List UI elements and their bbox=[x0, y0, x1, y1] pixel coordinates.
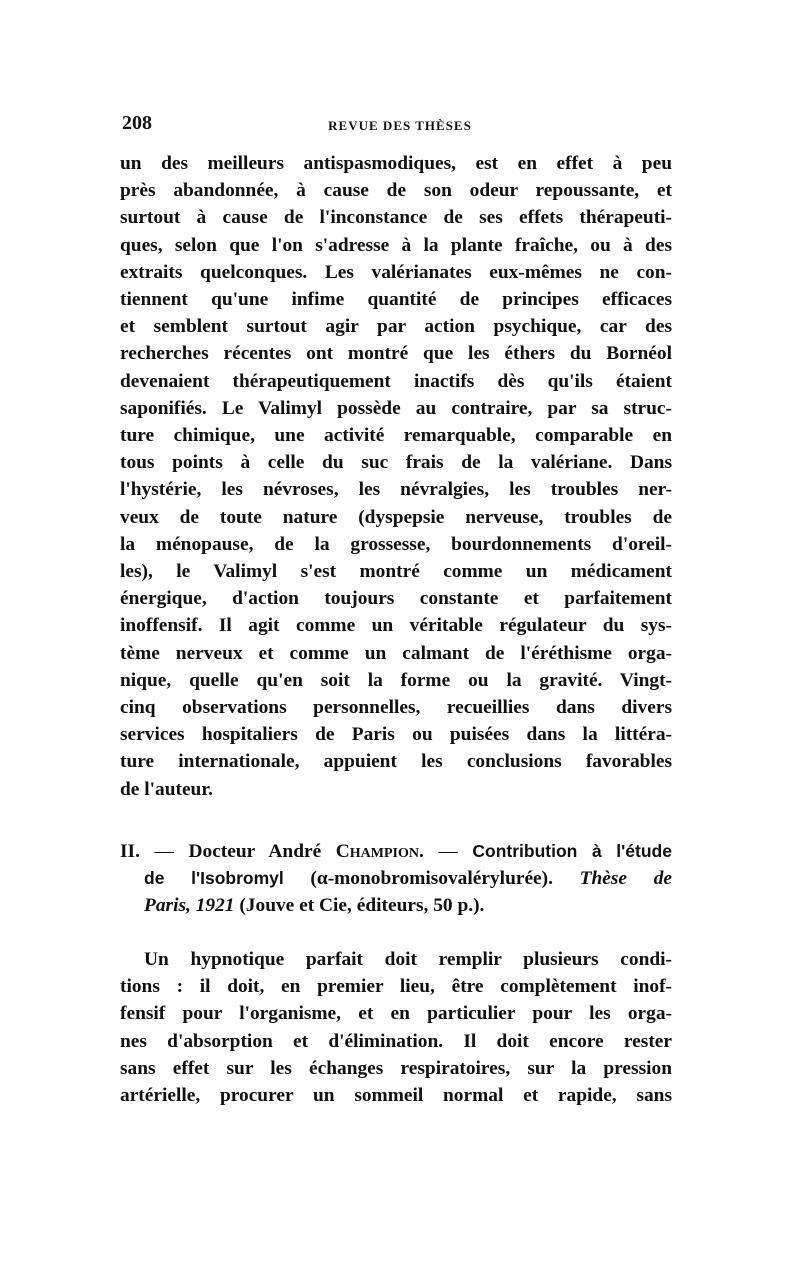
author-first-name: Docteur André bbox=[188, 841, 336, 862]
entry-dash: — bbox=[423, 841, 473, 862]
text-line: tème nerveux et comme un calmant de l'éréthisme orga- bbox=[120, 642, 672, 664]
thesis-title: de l'Isobromyl bbox=[144, 868, 284, 889]
text-line: saponifiés. Le Valimyl possède au contraire, par sa struc- bbox=[120, 397, 672, 419]
text-line: de l'auteur. bbox=[120, 778, 214, 800]
text-line: fensif pour l'organisme, et en particulier pour les orga- bbox=[120, 1003, 672, 1025]
entry-line bbox=[120, 838, 672, 865]
text-line: nique, quelle qu'en soit la forme ou la gravité. Vingt- bbox=[120, 669, 672, 691]
text-line: tous points à celle du suc frais de la valériane. Dans bbox=[120, 452, 672, 474]
entry-line bbox=[120, 865, 672, 892]
text-line: surtout à cause de l'inconstance de ses effets thérapeuti- bbox=[120, 207, 672, 229]
page-header bbox=[120, 112, 680, 142]
text-line: cinq observations personnelles, recueillies dans divers bbox=[120, 697, 672, 719]
thesis-subtitle: (α-monobromisovalérylurée). bbox=[283, 868, 580, 890]
text-line: recherches récentes ont montré que les éthers du Bornéol bbox=[120, 343, 672, 365]
text-line: devenaient thérapeutiquement inactifs dès qu'ils étaient bbox=[120, 370, 672, 392]
text-line: près abandonnée, à cause de son odeur repoussante, et bbox=[120, 180, 672, 202]
text-line: tions : il doit, en premier lieu, être complètement inof- bbox=[120, 976, 672, 998]
bibliographic-entry bbox=[120, 838, 672, 920]
text-line: ture internationale, appuient les conclusions favorables bbox=[120, 751, 672, 773]
text-line: l'hystérie, les névroses, les névralgies, les troubles ner- bbox=[120, 479, 672, 501]
text-line: nes d'absorption et d'élimination. Il doit encore rester bbox=[120, 1030, 672, 1052]
text-line: extraits quelconques. Les valérianates eux-mêmes ne con- bbox=[120, 261, 672, 283]
text-line: sans effet sur les échanges respiratoires, sur la pression bbox=[120, 1057, 672, 1079]
text-line: ques, selon que l'on s'adresse à la plante fraîche, ou à des bbox=[120, 234, 672, 256]
thesis-title: Contribution à l'étude bbox=[472, 841, 672, 861]
paragraph-hypnotique bbox=[120, 946, 672, 1109]
text-line: veux de toute nature (dyspepsie nerveuse, troubles de bbox=[120, 506, 672, 528]
entry-line bbox=[120, 892, 672, 919]
text-line: et semblent surtout agir par action psychique, car des bbox=[120, 316, 672, 338]
text-line: les), le Valimyl s'est montré comme un médicament bbox=[120, 561, 672, 583]
text-line: tiennent qu'une infime quantité de principes efficaces bbox=[120, 289, 672, 311]
author-last-name: Champion. bbox=[335, 841, 424, 862]
publisher: (Jouve et Cie, éditeurs, 50 p.). bbox=[234, 895, 485, 917]
text-line: artérielle, procurer un sommeil normal et rapide, sans bbox=[120, 1085, 672, 1107]
text-line: inoffensif. Il agit comme un véritable régulateur du sys- bbox=[120, 615, 672, 637]
text-line: ture chimique, une activité remarquable, comparable en bbox=[120, 425, 672, 447]
entry-number: II. bbox=[120, 841, 140, 862]
text-line: énergique, d'action toujours constante et parfaitement bbox=[120, 588, 672, 610]
text-line: la ménopause, de la grossesse, bourdonnements d'oreil- bbox=[120, 533, 672, 555]
text-line: Un hypnotique parfait doit remplir plusieurs condi- bbox=[144, 949, 672, 970]
page-number: 208 bbox=[122, 112, 152, 134]
thesis-label: Thèse de bbox=[579, 868, 672, 890]
entry-dash: — bbox=[139, 841, 189, 862]
place-year: Paris, 1921 bbox=[144, 895, 235, 917]
text-line: un des meilleurs antispasmodiques, est en effet à peu bbox=[120, 153, 672, 174]
text-line: services hospitaliers de Paris ou puisées dans la littéra- bbox=[120, 724, 672, 746]
paragraph-valimyl bbox=[120, 150, 672, 803]
running-head: REVUE DES THÈSES bbox=[328, 118, 472, 133]
